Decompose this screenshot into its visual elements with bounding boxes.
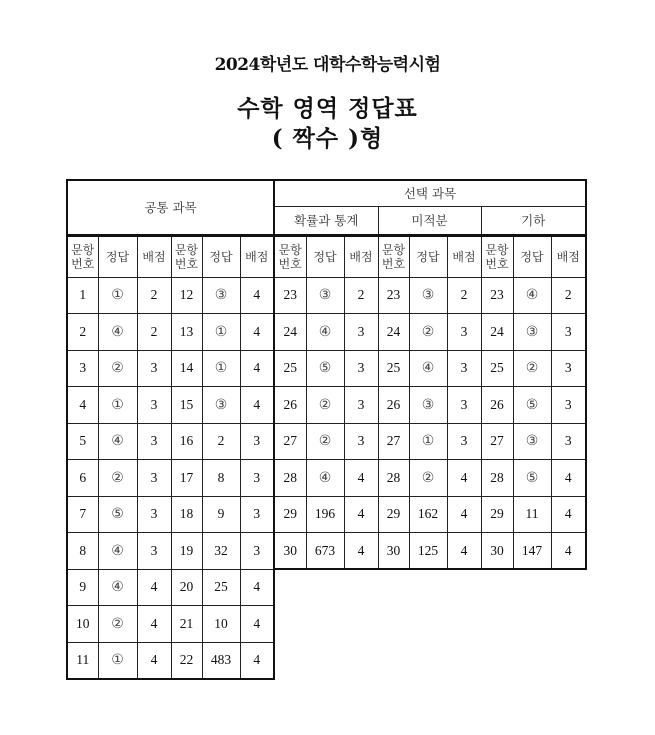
points: 3 <box>137 460 171 497</box>
exam-title: 2024학년도 대학수학능력시험 <box>214 55 441 75</box>
answer: ② <box>98 350 137 387</box>
calculus-answer: 162 <box>409 496 447 533</box>
points: 3 <box>137 423 171 460</box>
points: 4 <box>240 277 274 314</box>
points: 4 <box>240 350 274 387</box>
question-number: 16 <box>171 423 202 460</box>
question-number: 10 <box>67 606 98 643</box>
question-number: 19 <box>171 533 202 570</box>
question-number: 2 <box>67 314 98 351</box>
calculus-question-number: 27 <box>378 423 409 460</box>
points: 4 <box>137 642 171 679</box>
answer: ② <box>98 606 137 643</box>
question-number: 17 <box>171 460 202 497</box>
calculus-question-number: 26 <box>378 387 409 424</box>
answer: 8 <box>202 460 240 497</box>
question-number: 18 <box>171 496 202 533</box>
answer: 2 <box>202 423 240 460</box>
calculus-answer: 125 <box>409 533 447 570</box>
calculus-question-number: 25 <box>378 350 409 387</box>
geometry-points: 4 <box>551 533 586 570</box>
col-header-answer: 정답 <box>409 235 447 277</box>
answer: ② <box>98 460 137 497</box>
question-number: 21 <box>171 606 202 643</box>
calculus-question-number: 24 <box>378 314 409 351</box>
answer-row <box>274 350 586 387</box>
geometry-question-number: 28 <box>481 460 513 497</box>
col-header-question-number: 문항 번호 <box>378 235 409 277</box>
col-header-answer: 정답 <box>202 235 240 277</box>
answer-row <box>274 314 586 351</box>
stats-points: 4 <box>344 533 378 570</box>
answer: ③ <box>202 387 240 424</box>
answer: ④ <box>98 423 137 460</box>
stats-answer: ④ <box>306 314 344 351</box>
calculus-question-number: 30 <box>378 533 409 570</box>
question-number: 11 <box>67 642 98 679</box>
geometry-answer: ⑤ <box>513 387 551 424</box>
geometry-answer: ③ <box>513 314 551 351</box>
stats-question-number: 26 <box>274 387 306 424</box>
points: 4 <box>240 569 274 606</box>
calculus-points: 3 <box>447 350 481 387</box>
calculus-answer: ④ <box>409 350 447 387</box>
question-number: 14 <box>171 350 202 387</box>
col-header-points: 배점 <box>137 235 171 277</box>
answer: 483 <box>202 642 240 679</box>
answer: ④ <box>98 533 137 570</box>
calculus-question-number: 23 <box>378 277 409 314</box>
answer-row <box>67 460 274 497</box>
stats-question-number: 29 <box>274 496 306 533</box>
stats-points: 2 <box>344 277 378 314</box>
answer-row <box>67 606 274 643</box>
answer: 32 <box>202 533 240 570</box>
subject-calculus: 미적분 <box>378 206 481 235</box>
answer-row <box>274 423 586 460</box>
geometry-answer: ④ <box>513 277 551 314</box>
col-header-question-number: 문항 번호 <box>67 235 98 277</box>
answer: ① <box>98 277 137 314</box>
answer: 10 <box>202 606 240 643</box>
answer-row <box>67 277 274 314</box>
answer-row <box>67 642 274 679</box>
stats-answer: ② <box>306 423 344 460</box>
answer-row <box>67 533 274 570</box>
stats-points: 4 <box>344 460 378 497</box>
points: 3 <box>240 533 274 570</box>
answer-row <box>274 387 586 424</box>
answer: ① <box>98 387 137 424</box>
points: 4 <box>240 387 274 424</box>
answer-row <box>67 423 274 460</box>
geometry-answer: 147 <box>513 533 551 570</box>
stats-answer: ③ <box>306 277 344 314</box>
stats-points: 3 <box>344 423 378 460</box>
common-subject-label: 공통 과목 <box>67 180 274 235</box>
subject-geometry: 기하 <box>481 206 586 235</box>
question-number: 6 <box>67 460 98 497</box>
col-header-question-number: 문항 번호 <box>171 235 202 277</box>
question-number: 13 <box>171 314 202 351</box>
question-number: 4 <box>67 387 98 424</box>
common-subject-table <box>66 179 275 680</box>
points: 4 <box>137 606 171 643</box>
answer-row <box>67 314 274 351</box>
answer: ① <box>202 350 240 387</box>
question-number: 8 <box>67 533 98 570</box>
calculus-answer: ② <box>409 314 447 351</box>
geometry-points: 3 <box>551 423 586 460</box>
geometry-question-number: 23 <box>481 277 513 314</box>
geometry-question-number: 29 <box>481 496 513 533</box>
points: 3 <box>137 350 171 387</box>
stats-points: 4 <box>344 496 378 533</box>
points: 3 <box>240 496 274 533</box>
points: 2 <box>137 277 171 314</box>
answer-row <box>67 496 274 533</box>
geometry-points: 3 <box>551 314 586 351</box>
geometry-points: 3 <box>551 387 586 424</box>
form-type: ( 짝수 )형 <box>271 125 384 152</box>
subject-title: 수학 영역 정답표 <box>237 95 418 122</box>
question-number: 5 <box>67 423 98 460</box>
points: 3 <box>137 387 171 424</box>
geometry-answer: ③ <box>513 423 551 460</box>
elective-subject-table <box>273 179 587 570</box>
calculus-question-number: 28 <box>378 460 409 497</box>
stats-question-number: 28 <box>274 460 306 497</box>
calculus-answer: ① <box>409 423 447 460</box>
answer: ① <box>98 642 137 679</box>
calculus-points: 3 <box>447 387 481 424</box>
geometry-question-number: 24 <box>481 314 513 351</box>
calculus-answer: ③ <box>409 277 447 314</box>
col-header-points: 배점 <box>551 235 586 277</box>
col-header-question-number: 문항 번호 <box>481 235 513 277</box>
points: 3 <box>137 533 171 570</box>
stats-answer: ④ <box>306 460 344 497</box>
geometry-points: 4 <box>551 496 586 533</box>
calculus-points: 3 <box>447 423 481 460</box>
geometry-question-number: 30 <box>481 533 513 570</box>
col-header-points: 배점 <box>240 235 274 277</box>
question-number: 12 <box>171 277 202 314</box>
col-header-points: 배점 <box>447 235 481 277</box>
points: 4 <box>240 314 274 351</box>
calculus-question-number: 29 <box>378 496 409 533</box>
points: 4 <box>240 642 274 679</box>
col-header-question-number: 문항 번호 <box>274 235 306 277</box>
geometry-question-number: 27 <box>481 423 513 460</box>
elective-subject-label: 선택 과목 <box>274 180 586 206</box>
calculus-points: 4 <box>447 533 481 570</box>
geometry-question-number: 26 <box>481 387 513 424</box>
stats-answer: 673 <box>306 533 344 570</box>
question-number: 22 <box>171 642 202 679</box>
stats-question-number: 30 <box>274 533 306 570</box>
col-header-points: 배점 <box>344 235 378 277</box>
geometry-answer: ⑤ <box>513 460 551 497</box>
stats-question-number: 23 <box>274 277 306 314</box>
points: 2 <box>137 314 171 351</box>
stats-answer: ② <box>306 387 344 424</box>
stats-question-number: 27 <box>274 423 306 460</box>
calculus-answer: ② <box>409 460 447 497</box>
question-number: 7 <box>67 496 98 533</box>
answer: 25 <box>202 569 240 606</box>
answer-row <box>274 496 586 533</box>
stats-question-number: 24 <box>274 314 306 351</box>
stats-points: 3 <box>344 350 378 387</box>
question-number: 3 <box>67 350 98 387</box>
elective-col-header-row <box>274 235 586 277</box>
calculus-points: 3 <box>447 314 481 351</box>
stats-points: 3 <box>344 314 378 351</box>
question-number: 15 <box>171 387 202 424</box>
geometry-answer: ② <box>513 350 551 387</box>
points: 4 <box>137 569 171 606</box>
answer-row <box>274 460 586 497</box>
common-col-header-row <box>67 235 274 277</box>
stats-points: 3 <box>344 387 378 424</box>
geometry-points: 3 <box>551 350 586 387</box>
answer: ③ <box>202 277 240 314</box>
answer-row <box>67 350 274 387</box>
geometry-points: 2 <box>551 277 586 314</box>
points: 4 <box>240 606 274 643</box>
answer: ④ <box>98 314 137 351</box>
answer: ⑤ <box>98 496 137 533</box>
calculus-points: 4 <box>447 496 481 533</box>
answer-row <box>67 569 274 606</box>
stats-answer: 196 <box>306 496 344 533</box>
answer-row <box>274 277 586 314</box>
col-header-answer: 정답 <box>513 235 551 277</box>
geometry-question-number: 25 <box>481 350 513 387</box>
geometry-points: 4 <box>551 460 586 497</box>
points: 3 <box>240 423 274 460</box>
question-number: 9 <box>67 569 98 606</box>
points: 3 <box>240 460 274 497</box>
answer: 9 <box>202 496 240 533</box>
answer-row <box>67 387 274 424</box>
calculus-points: 2 <box>447 277 481 314</box>
subject-probability-statistics: 확률과 통계 <box>274 206 378 235</box>
question-number: 1 <box>67 277 98 314</box>
calculus-points: 4 <box>447 460 481 497</box>
question-number: 20 <box>171 569 202 606</box>
stats-question-number: 25 <box>274 350 306 387</box>
points: 3 <box>137 496 171 533</box>
calculus-answer: ③ <box>409 387 447 424</box>
answer: ④ <box>98 569 137 606</box>
answer: ① <box>202 314 240 351</box>
col-header-answer: 정답 <box>98 235 137 277</box>
stats-answer: ⑤ <box>306 350 344 387</box>
answer-row <box>274 533 586 570</box>
col-header-answer: 정답 <box>306 235 344 277</box>
geometry-answer: 11 <box>513 496 551 533</box>
